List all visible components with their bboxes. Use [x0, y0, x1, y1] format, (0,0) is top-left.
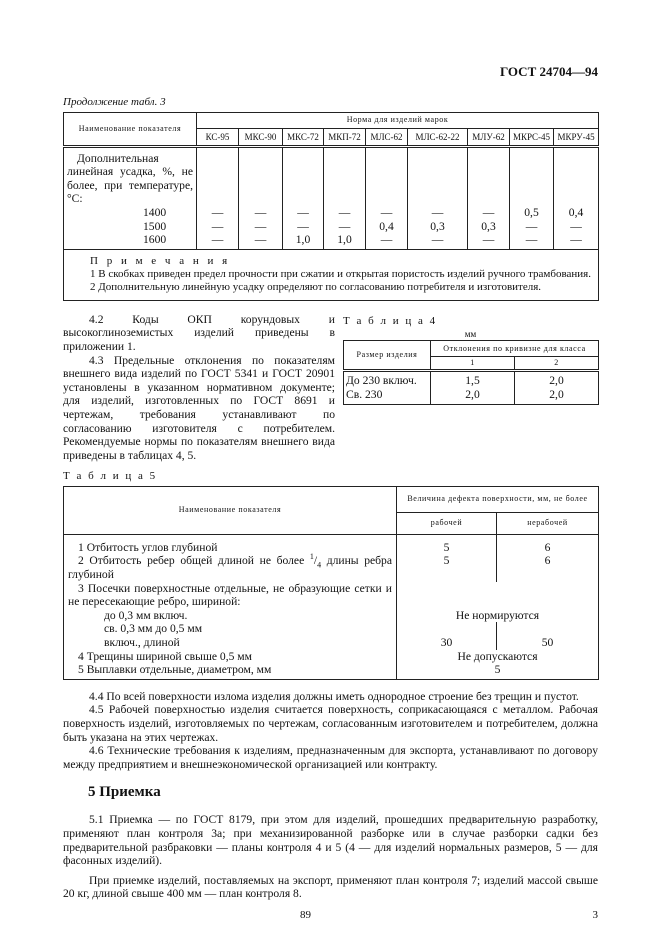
cell: 2,0 — [549, 387, 564, 401]
cell-value: — — [297, 205, 309, 219]
cell: 50 — [497, 636, 599, 650]
section-5-title: 5 Приемка — [88, 784, 161, 801]
row-5: 5 Выплавки отдельные, диаметром, мм — [64, 663, 397, 679]
cell-value: — — [570, 219, 582, 233]
fraction-numerator: 1 — [309, 552, 314, 562]
value-cell — [324, 146, 366, 249]
cell: 6 — [497, 554, 599, 581]
cell-value: 0,3 — [481, 219, 496, 233]
para-4-5: 4.5 Рабочей поверхностью изделия считается поверхность, соприкасающаяся с металлом. Рабочая поверхность изделий, изготовляемых по чертежам, согласованным изготовителем и потребителем, должна быть указана на этих чертежах. — [63, 703, 598, 744]
empty-cell — [497, 622, 599, 636]
table-4 — [343, 340, 599, 404]
cell-value: 1,0 — [295, 233, 311, 247]
row-1-label: 1 Отбитость углов глубиной — [78, 540, 218, 554]
temperature: 1600 — [143, 233, 167, 247]
value-cell — [510, 146, 554, 249]
cell: 5 — [397, 534, 497, 554]
value-cell — [366, 146, 408, 249]
cell: Не нормируются — [397, 609, 599, 623]
cell: 2,0 — [465, 387, 480, 401]
col-header: Размер изделия — [344, 341, 431, 371]
group-header: Отклонения по кривизне для класса — [431, 341, 599, 357]
empty-cell — [397, 582, 497, 609]
cell-value: 0,5 — [524, 205, 539, 219]
para-4-2: 4.2 Коды ОКП корундовых и высокоглиноземистых изделий приведены в приложении 1. — [63, 312, 335, 353]
table5-caption: Т а б л и ц а 5 — [63, 470, 158, 483]
cell-value: 0,4 — [568, 205, 584, 219]
cell-value: — — [338, 205, 351, 219]
class-1: 1 — [431, 357, 515, 371]
row-2-label: 2 Отбитость ребер общей длиной не более $^1/_4$ длины ребра глубиной — [68, 552, 392, 582]
row-3 — [64, 582, 397, 609]
cell-value: — — [482, 233, 495, 247]
cell-value: 0,3 — [430, 219, 445, 233]
col-header: Наименование показателя — [64, 486, 397, 534]
cell-value: — — [380, 205, 393, 219]
size-1: До 230 включ. — [346, 374, 417, 388]
sub-header-working: рабочей — [397, 512, 497, 534]
cell-value: — — [431, 205, 444, 219]
value-cell — [283, 146, 324, 249]
cell-value: — — [211, 219, 224, 233]
value-cell — [468, 146, 510, 249]
para-export: При приемке изделий, поставляемых на экспорт, применяют план контроля 7; изделий массой свыше 20 кг, длиной свыше 400 мм — план контроля 8. — [63, 873, 598, 901]
param-label: Дополнительная линейная усадка, %, не более, при температуре, °С: — [67, 151, 193, 206]
cell: 2,0 — [549, 374, 564, 388]
cell-value: 1,0 — [337, 233, 352, 247]
table3-continuation: Продолжение табл. 3 — [63, 96, 166, 108]
page-number: 89 — [300, 908, 311, 921]
table-3 — [63, 112, 599, 301]
value-cell — [197, 146, 239, 249]
class-2: 2 — [515, 357, 599, 371]
brand-header: МЛС-62 — [366, 128, 408, 146]
page-footer — [63, 909, 598, 923]
cell-value: — — [211, 205, 224, 219]
cell: 30 — [397, 636, 497, 650]
col-header: Наименование показателя — [64, 112, 197, 146]
para-4-6: 4.6 Технические требования к изделиям, предназначенным для экспорта, устанавливают по договору между предприятием и внешнеэкономической организацией или контракту. — [63, 744, 598, 771]
brand-header: КС-95 — [197, 128, 239, 146]
text-and-table4 — [63, 313, 598, 463]
sub-header-nonworking: нерабочей — [497, 512, 599, 534]
group-header: Величина дефекта поверхности, мм, не более — [397, 486, 599, 512]
text-block-4 — [63, 690, 598, 772]
group-header: Норма для изделий марок — [197, 112, 599, 128]
brand-header: МЛС-62-22 — [408, 128, 468, 146]
sheet-number: 3 — [592, 908, 598, 921]
temperature: 1400 — [143, 205, 167, 219]
row-3-label: 3 Посечки поверхностные отдельные, не образующие сетки и не пересекающие ребро, шириной: — [68, 581, 392, 609]
row-2 — [64, 554, 397, 581]
cell: 1,5 — [465, 374, 480, 388]
brand-header: МКС-90 — [239, 128, 283, 146]
cell: 5 — [397, 554, 497, 581]
text-block-5 — [63, 813, 598, 901]
cell-value: — — [254, 219, 267, 233]
empty-cell — [397, 622, 497, 636]
cell-value: — — [254, 205, 267, 219]
cell-value: — — [297, 219, 309, 233]
cell: Не допускаются — [397, 650, 599, 664]
value-cell — [554, 146, 599, 249]
row-4: 4 Трещины шириной свыше 0,5 мм — [64, 650, 397, 664]
size-2: Св. 230 — [346, 387, 383, 401]
cell: 5 — [397, 663, 599, 679]
row-3-sub2: св. 0,3 мм до 0,5 мм — [64, 622, 397, 636]
table-5 — [63, 486, 599, 680]
para-4-3: 4.3 Предельные отклонения по показателям внешнего вида изделий по ГОСТ 5341 и ГОСТ 20901 установлены в указанном нормативном документе; для изделий, изготовленных по ГОСТ 8691 и чертежам, требования устанавливают по согласованию изготовителя с потребителем. Рекомендуемые нормы по показателям внешнего вида приведены в таблицах 4, 5. — [63, 353, 335, 462]
cell-value: — — [431, 233, 444, 247]
label-part: 2 Отбитость ребер общей длиной не более — [78, 554, 310, 568]
row-3-sub2b: включ., длиной — [64, 636, 397, 650]
cell-value: 0,4 — [379, 219, 394, 233]
value-cell — [408, 146, 468, 249]
table4-unit: мм — [464, 329, 477, 340]
left-text-block — [63, 313, 335, 463]
empty-cell — [497, 582, 599, 609]
document-code: ГОСТ 24704—94 — [499, 64, 598, 79]
notes-title: П р и м е ч а н и я — [90, 254, 231, 267]
para-4-4: 4.4 По всей поверхности излома изделия должны иметь однородное строение без трещин и пустот. — [89, 689, 579, 703]
note-2: 2 Дополнительную линейную усадку определяют по согласованию потребителя и изготовителя. — [90, 280, 542, 293]
brand-header: МКП-72 — [324, 128, 366, 146]
cell-value: — — [525, 219, 538, 233]
cell-value: — — [482, 205, 495, 219]
row-1 — [64, 534, 397, 554]
cell-value: — — [211, 233, 224, 247]
table3-notes — [64, 249, 599, 300]
cell-value: — — [525, 233, 538, 247]
row-3-sub1: до 0,3 мм включ. — [64, 609, 397, 623]
value-cell — [239, 146, 283, 249]
para-5-1: 5.1 Приемка — по ГОСТ 8179, при этом для изделий, прошедших предварительную разработку, применяют план контроля 3а; при механизированной разборке или в случае разборки садки без предварительной разбраковки — планы контроля 4 и 5 (4 — для изделий нормальных размеров, 5 — для фасонных изделий). — [63, 813, 598, 868]
cell-value: — — [570, 233, 582, 247]
fraction-denominator: 4 — [317, 560, 322, 570]
cell-value: — — [380, 233, 393, 247]
brand-header: МКРУ-45 — [554, 128, 599, 146]
brand-header: МКРС-45 — [510, 128, 554, 146]
table4-block — [343, 313, 598, 463]
temperature: 1500 — [143, 219, 167, 233]
brand-header: МЛУ-62 — [468, 128, 510, 146]
note-1: 1 В скобках приведен предел прочности при сжатии и открытая пористость изделий ручного трамбования. — [90, 267, 591, 280]
label-part: длины ребра глубиной — [68, 554, 392, 582]
cell: 6 — [497, 534, 599, 554]
cell-value: — — [338, 219, 351, 233]
brand-header: МКС-72 — [283, 128, 324, 146]
table4-caption: Т а б л и ц а 4 — [343, 314, 438, 327]
cell-value: — — [254, 233, 267, 247]
param-cell — [64, 146, 197, 249]
